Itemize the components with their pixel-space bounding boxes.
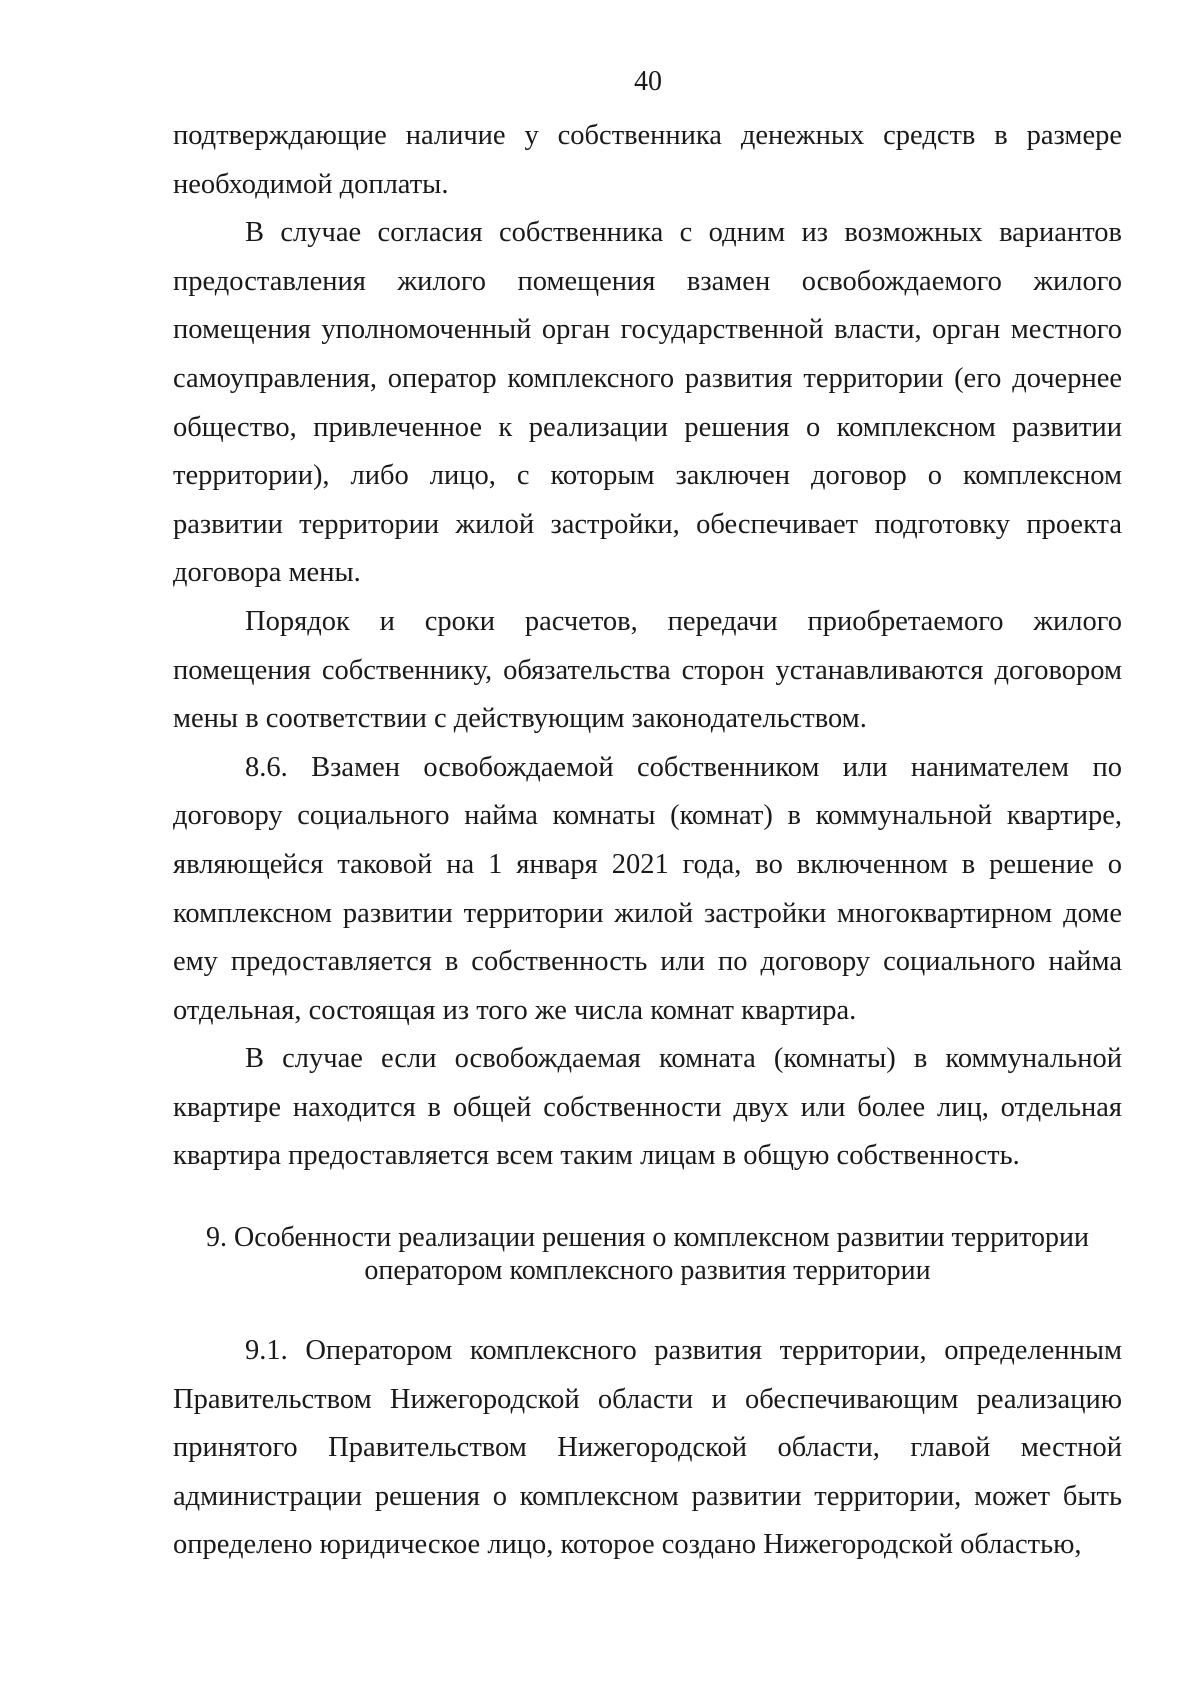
- document-body: [173, 112, 1122, 1570]
- paragraph-common-ownership: В случае если освобождаемая комната (комнаты) в коммунальной квартире находится в общей собственности двух или более лиц, отдельная квартира предоставляется всем таким лицам в общую собственность.: [173, 1043, 1122, 1172]
- paragraph-clause-9-1: 9.1. Оператором комплексного развития территории, определенным Правительством Нижегородской области и обеспечивающим реализацию принятого Правительством Нижегородской области, главой местной администрации решения о комплексном развитии территории, может быть определено юридическое лицо, которое создано Нижегородской областью,: [173, 1335, 1122, 1561]
- section-heading: 9. Особенности реализации решения о комплексном развитии территории оператором комплексного развития территории: [205, 1222, 1089, 1287]
- page-number: 40: [634, 66, 662, 97]
- paragraph-settlement-terms: Порядок и сроки расчетов, передачи приобретаемого жилого помещения собственнику, обязательства сторон устанавливаются договором мены в соответствии с действующим законодательством.: [173, 605, 1122, 735]
- paragraph-continuation: подтверждающие наличие у собственника денежных средств в размере необходимой доплаты.: [173, 120, 1122, 200]
- paragraph-exchange-agreement: В случае согласия собственника с одним из возможных вариантов предоставления жилого помещения взамен освобождаемого жилого помещения уполномоченный орган государственной власти, орган местного самоуправления, оператор комплексного развития территории (его дочернее общество, привлеченное к реализации решения о комплексном развитии территории), либо лицо, с которым заключен договор о комплексном развитии территории жилой застройки, обеспечивает подготовку проекта договора мены.: [173, 217, 1122, 589]
- paragraph-clause-8-6: 8.6. Взамен освобождаемой собственником или нанимателем по договору социального найма комнаты (комнат) в коммунальной квартире, являющейся таковой на 1 января 2021 года, во включенном в решение о комплексном развитии территории жилой застройки многоквартирном доме ему предоставляется в собственность или по договору социального найма отдельная, состоящая из того же числа комнат квартира.: [173, 751, 1122, 1026]
